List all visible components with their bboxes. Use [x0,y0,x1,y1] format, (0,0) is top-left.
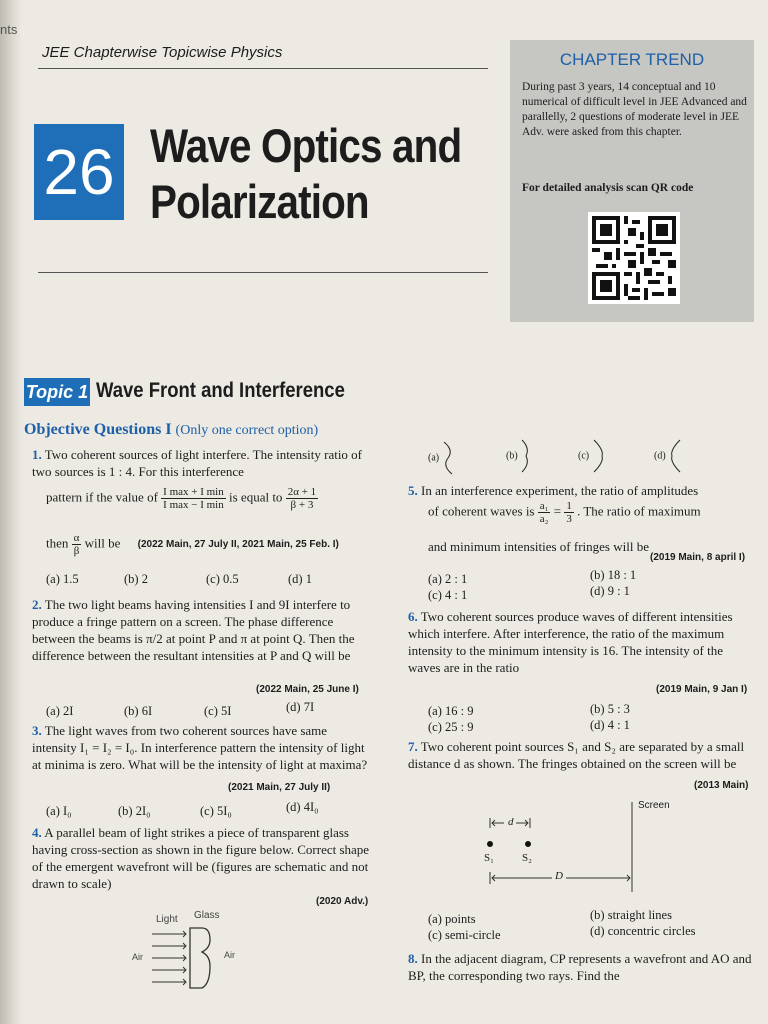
question-6-option-c[interactable]: (c) 25 : 9 [428,720,474,734]
chapter-trend-scan-note: For detailed analysis scan QR code [522,182,694,194]
question-4-option-b-label: (b) [506,450,518,462]
fraction-numerator: 1 [566,500,572,512]
q4-fig-glass-label: Glass [194,910,220,921]
question-7-option-b[interactable]: (b) straight lines [590,908,672,922]
chapter-number: 26 [34,124,124,220]
question-4-option-a-label: (a) [428,452,440,464]
question-2-text: The two light beams having intensities I and 9I interfere to produce a fringe pattern on a screen. The phase difference between the beams is π/2 at point P and π at point Q. Then the difference between the resultant intensities at P and Q will be [32,597,355,663]
topic-title: Wave Front and Interference [96,379,345,402]
q7-s2-label: S₂ [522,852,532,864]
question-4-option-c-label: (c) [578,450,590,462]
question-2-option-d[interactable]: (d) 7I [286,700,315,714]
margin-text: nts [0,22,18,37]
question-1-option-b[interactable]: (b) 2 [124,572,148,586]
fraction-numerator: I max + I min [163,486,224,498]
question-3-number: 3. [32,723,42,738]
q7-double-source-figure [470,800,650,900]
question-4-option-b[interactable] [506,438,534,474]
amplitude-ratio-fraction [538,500,551,525]
question-1-formula-lead: pattern if the value of [46,489,158,505]
source-s2-dot [525,841,531,847]
section-heading-sub: (Only one correct option) [175,423,319,438]
question-2 [32,596,372,664]
amplitude-value-fraction [564,500,574,525]
question-5-line1: In an interference experiment, the ratio of amplitudes [421,483,699,498]
fraction-denominator: a₂ [539,513,549,525]
question-1-rhs-fraction [286,486,318,511]
wavefront-shape-b-icon [520,438,534,474]
question-6 [408,608,758,676]
chapter-trend-heading: CHAPTER TREND [559,50,705,69]
question-2-source: (2022 Main, 25 June I) [256,684,359,695]
question-5-option-c[interactable]: (c) 4 : 1 [428,588,468,602]
wavefront-shape-d-icon [668,438,682,474]
question-4-option-c[interactable] [578,438,606,474]
question-3-text: The light waves from two coherent sources have same intensity I₁ = I₂ = I₀. In interference pattern the intensity of light at minima is zero. What will be the intensity of light at maxima? [32,723,368,772]
question-1-fraction [161,486,226,511]
question-7-option-a[interactable]: (a) points [428,912,476,926]
question-5-ratio-tail: . The ratio of maximum [577,503,701,519]
alpha-beta-fraction [72,532,82,557]
question-4-text: A parallel beam of light strikes a piece of transparent glass having cross-section as shown in the figure below. Correct shape of the emergent wavefront will be (figures are schematic and not drawn to scale) [32,825,370,891]
q4-fig-air-left-label: Air [132,952,143,962]
chapter-title-line2: Polarization [150,175,369,228]
section-heading [24,421,318,439]
topic-tag: Topic 1 [24,378,90,406]
fraction-numerator: 2α + 1 [287,486,317,498]
page-gutter-shadow [0,0,22,1024]
question-6-option-b[interactable]: (b) 5 : 3 [590,702,630,716]
q4-fig-light-label: Light [156,914,178,925]
question-7-option-c[interactable]: (c) semi-circle [428,928,501,942]
q7-d-label: d [508,816,514,828]
question-7-number: 7. [408,739,418,754]
fraction-denominator: 3 [566,513,572,525]
fraction-denominator: β [73,545,80,557]
question-3-source: (2021 Main, 27 July II) [228,782,331,793]
title-rule [38,272,488,273]
chapter-title [150,118,461,230]
question-2-option-c[interactable]: (c) 5I [204,704,232,718]
question-8-number: 8. [408,951,418,966]
question-1-option-c[interactable]: (c) 0.5 [206,572,239,586]
question-5 [408,482,758,499]
question-3 [32,722,372,773]
question-7-text: Two coherent point sources S₁ and S₂ are separated by a small distance d as shown. The fringes obtained on the screen will be [408,739,745,771]
question-5-ratio-lead: of coherent waves is [428,503,535,519]
question-4 [32,824,372,892]
question-2-option-a[interactable]: (a) 2I [46,704,74,718]
section-heading-main: Objective Questions I [24,421,172,438]
question-3-option-a[interactable]: (a) I₀ [46,804,72,818]
q4-glass-figure [150,926,230,1006]
question-5-line3: and minimum intensities of fringes will be [428,539,649,554]
question-3-option-b[interactable]: (b) 2I₀ [118,804,151,818]
question-6-source: (2019 Main, 9 Jan I) [656,684,748,695]
question-3-option-c[interactable]: (c) 5I₀ [200,804,232,818]
q7-D-label: D [555,870,563,882]
question-6-text: Two coherent sources produce waves of different intensities which interfere. After interference, the ratio of the maximum intensity to the minimum intensity is 16. The intensity of the waves are in the ratio [408,609,733,675]
fraction-numerator: a₁ [539,500,549,512]
chapter-trend-body: During past 3 years, 14 conceptual and 10 numerical of difficult level in JEE Advanced and parallelly, 2 questions of moderate level in JEE Adv. were asked from this chapter. [522,81,747,138]
question-1-will-be: will be [84,535,121,551]
chapter-trend-box [510,40,754,322]
question-1-number: 1. [32,447,42,462]
question-7 [408,738,758,772]
question-4-option-d[interactable] [654,438,682,474]
fraction-denominator: β + 3 [290,499,314,511]
question-8 [408,950,758,984]
qr-code-icon[interactable] [588,212,680,304]
q7-screen-label: Screen [638,800,670,811]
source-s1-dot [487,841,493,847]
fraction-numerator: α [73,532,80,544]
question-1-formula [46,486,376,511]
question-1-option-a[interactable]: (a) 1.5 [46,572,79,586]
question-2-number: 2. [32,597,42,612]
chapter-title-line1: Wave Optics and [150,119,462,172]
question-1-line3 [46,532,386,557]
question-4-option-a[interactable] [428,440,456,476]
question-5-ratio [428,500,758,525]
question-5-source: (2019 Main, 8 april I) [650,552,746,563]
running-title: JEE Chapterwise Topicwise Physics [42,44,283,61]
question-1-text: Two coherent sources of light interfere. The intensity ratio of two sources is 1 : 4. For this interference [32,447,363,479]
question-1-formula-mid: is equal to [229,489,283,505]
question-5-option-a[interactable]: (a) 2 : 1 [428,572,468,586]
question-8-text: In the adjacent diagram, CP represents a wavefront and AO and BP, the corresponding two rays. Find the [408,951,752,983]
header-rule [38,68,488,69]
question-2-option-b[interactable]: (b) 6I [124,704,153,718]
wavefront-shape-a-icon [442,440,456,476]
question-5-number: 5. [408,483,418,498]
question-4-source: (2020 Adv.) [316,896,369,907]
question-6-number: 6. [408,609,418,624]
question-1-then: then [46,535,69,551]
question-1-source: (2022 Main, 27 July II, 2021 Main, 25 Feb. I) [137,539,339,551]
question-3-option-d[interactable]: (d) 4I₀ [286,800,319,814]
equals-sign: = [553,503,562,519]
wavefront-shape-c-icon [592,438,606,474]
question-5-option-d[interactable]: (d) 9 : 1 [590,584,630,598]
question-5-option-b[interactable]: (b) 18 : 1 [590,568,637,582]
q7-s1-label: S₁ [484,852,494,864]
question-6-option-a[interactable]: (a) 16 : 9 [428,704,474,718]
question-7-option-d[interactable]: (d) concentric circles [590,924,696,938]
fraction-denominator: I max − I min [163,499,224,511]
question-7-source: (2013 Main) [694,780,749,791]
q4-fig-air-right-label: Air [224,950,235,960]
question-1-option-d[interactable]: (d) 1 [288,572,312,586]
question-6-option-d[interactable]: (d) 4 : 1 [590,718,630,732]
question-4-option-d-label: (d) [654,450,666,462]
question-4-number: 4. [32,825,42,840]
question-1 [32,446,374,480]
